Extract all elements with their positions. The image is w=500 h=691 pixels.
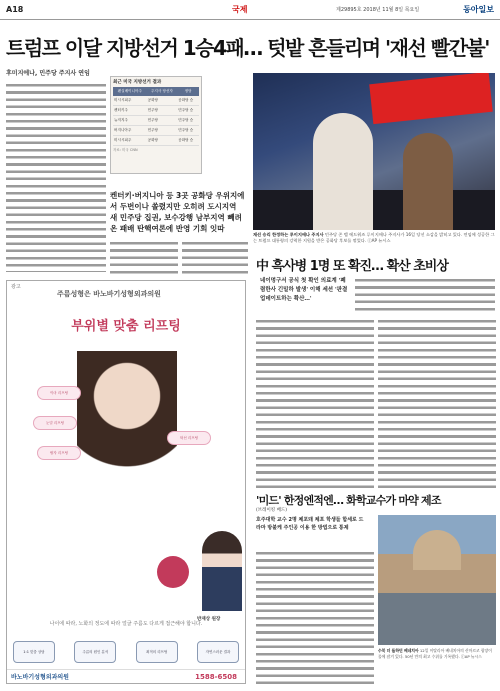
ad-tagline: 주름성형은 바노바기성형외과의원 — [57, 290, 161, 298]
ad-feature: 최적의 리프팅 — [136, 641, 178, 663]
news-photo-governor[interactable] — [253, 73, 495, 230]
issue-date: 제29895호 2018년 11월 8일 목요일 — [336, 7, 420, 13]
article3-subheadline: 호주대학 교수 2명 체포돼 체포 학생들 합세로 드라마 방불케 주인공 이용 한 방법으로 통제 — [256, 517, 364, 531]
info-table-title: 최근 미국 지방선거 결과 — [113, 80, 162, 85]
photo-building — [413, 530, 461, 570]
ad-message: 나이에 따라, 노화의 정도에 따라 얼굴 주름도 다르게 접근해야 합니다. — [49, 621, 203, 627]
ad-doctor-image — [202, 531, 242, 611]
ad-tag: 광고 — [11, 284, 21, 290]
pull-quote: 켄터키·버지니아 등 3곳 공화당 우위지에서 두번이나 쏠렸지만 오히려 도시지역 새 민주당 집권, 보수강행 남부지역 빼려온 패배 탄핵여론에 반영 기회 잇따 — [110, 191, 245, 233]
ad-feature-list — [13, 641, 239, 663]
ad-bubble: 눈밑 리프팅 — [33, 416, 77, 430]
table-header: 펜실베이니아주 — [113, 87, 147, 96]
table-row: 뉴저지주 민주당 민주당 승 — [113, 116, 199, 126]
article2-subheadline: 네이멍구서 공식 첫 확인 의료계 '폐렴한사 긴밀하 발생' 이해 세션 '판결 업데이트하는 확산…' — [260, 278, 348, 302]
section-label: 국제 — [232, 5, 248, 14]
ad-bubble: 턱선 리프팅 — [167, 431, 211, 445]
clinic-advertisement[interactable] — [6, 280, 246, 684]
ad-phone[interactable]: 1588-6508 — [195, 672, 237, 681]
ad-title: 부위별 맞춤 리프팅 — [71, 319, 181, 334]
news-photo-venice[interactable] — [378, 515, 496, 645]
ad-footer — [7, 669, 245, 683]
article3-body — [256, 550, 374, 686]
article-body-col1 — [6, 82, 106, 272]
newspaper-name[interactable]: 동아일보 — [463, 5, 494, 14]
article-body-col2 — [110, 240, 178, 276]
article2-body-col1 — [256, 318, 374, 488]
ad-feature: 자연스러운 결과 — [197, 641, 239, 663]
photo-person — [313, 113, 373, 230]
photo2-caption: 수북 더 들하던 베네치아 12일 이탈리아 베네치아의 산마르코 광장이 물에 잠겨 있다. 50년 만의 최고 수위를 기록했다. ⓒAP 뉴시스 — [378, 648, 492, 659]
article2-headline[interactable]: 中 흑사병 1명 또 확진… 확산 초비상 — [256, 259, 448, 274]
table-row: 미시시피주 공화당 공화당 승 — [113, 136, 199, 146]
article-body-col2b — [182, 240, 248, 276]
info-table-box — [110, 76, 202, 174]
page-number: A18 — [6, 5, 24, 14]
ad-clinic-logo[interactable]: 바노바기성형외과의원 — [11, 674, 69, 681]
ad-model-image — [77, 351, 177, 501]
table-header: 정당 — [177, 87, 199, 96]
ad-feature: 1:1 맞춤 상담 — [13, 641, 55, 663]
page-header — [0, 0, 500, 20]
ad-doctor-name: 반재상 원장 — [197, 617, 221, 622]
ad-feature: 주름의 원인 분석 — [74, 641, 116, 663]
ad-bubble: 팔자 리프팅 — [37, 446, 81, 460]
article3-byline: (브레이킹 배드) — [256, 508, 288, 513]
photo-crowd — [253, 190, 495, 230]
ad-bubble: 이마 리프팅 — [37, 386, 81, 400]
info-table-source: 자료: 미국 CNN — [113, 148, 138, 152]
article2-body-col2 — [378, 318, 496, 488]
table-header: 주지사 당선자 — [147, 87, 178, 96]
article3-headline[interactable]: '미드' 한정엔적엔… 화학교수가 마약 제조 — [256, 494, 441, 507]
photo-person — [403, 133, 453, 230]
photo-caption: 재선 승리 한정하는 루이지애나 주지사 민주당 존 벨 에드워즈 루이지애나 주지사가 16일 당선 소감을 밝히고 있다. 연임에 성공한 그는 트럼프 대통령의 강력한 지원을 받은 공화당 후보를 꺾었다. ⓒAP 뉴시스 — [253, 232, 495, 243]
main-byline: 후미지에나, 민주당 주지사 연임 — [6, 70, 90, 77]
article2-body-top — [355, 277, 495, 313]
photo-sign — [369, 73, 493, 124]
ad-badge-icon — [157, 556, 189, 588]
table-row: 켄터키주 민주당 민주당 승 — [113, 106, 199, 116]
table-row: 버지니아주 민주당 민주당 승 — [113, 126, 199, 136]
info-table — [113, 87, 199, 146]
main-headline[interactable]: 트럼프 이달 지방선거 1승4패… 텃밭 흔들리며 '재선 빨간불' — [6, 36, 489, 60]
table-row: 미시시피주 공화당 공화당 승 — [113, 96, 199, 106]
